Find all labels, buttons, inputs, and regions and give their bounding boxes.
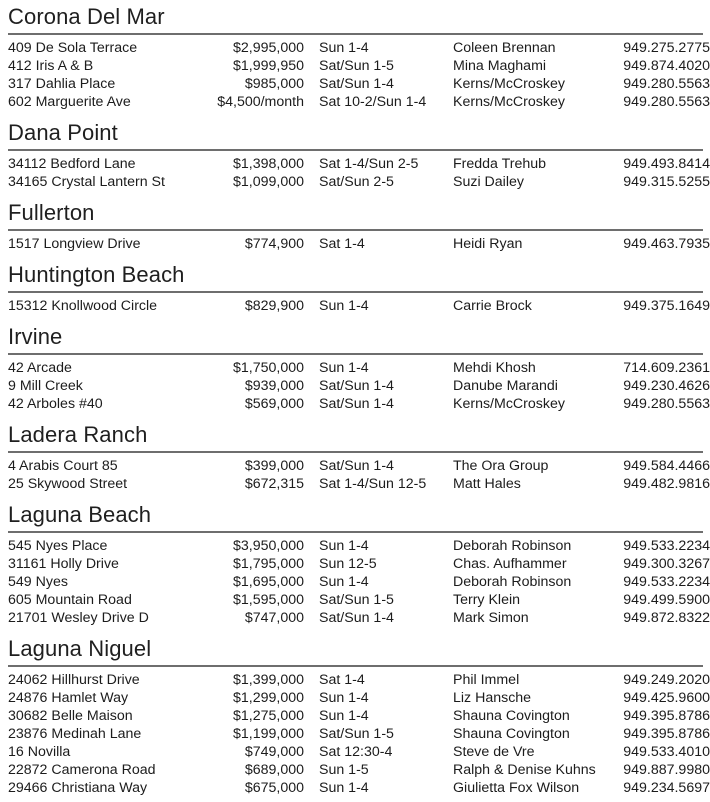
- listing-open-hours: Sun 1-4: [319, 360, 369, 376]
- listing-row: [8, 457, 710, 475]
- listing-row: [8, 359, 710, 377]
- listing-row: [8, 671, 710, 689]
- section-divider: [8, 665, 703, 667]
- section-divider: [8, 291, 703, 293]
- listing-price: $675,000: [244, 780, 304, 796]
- listing-row: [8, 761, 710, 779]
- listing-row: [8, 57, 710, 75]
- listing-agent: Chas. Aufhammer: [453, 556, 567, 572]
- listing-row: [8, 377, 710, 395]
- listing-address: 317 Dahlia Place: [8, 76, 116, 92]
- listing-phone: 949.533.2234: [623, 538, 710, 554]
- listing-address: 21701 Wesley Drive D: [8, 610, 149, 626]
- listing-open-hours: Sun 1-4: [319, 538, 369, 554]
- section-divider: [8, 33, 703, 35]
- city-section: [8, 258, 710, 320]
- listing-price: $1,750,000: [232, 360, 304, 376]
- listing-price: $1,399,000: [232, 672, 304, 688]
- listing-rows: [8, 359, 710, 413]
- listing-open-hours: Sun 1-4: [319, 574, 369, 590]
- city-heading: Irvine: [8, 324, 63, 349]
- listing-row: [8, 537, 710, 555]
- listing-phone: 949.375.1649: [623, 298, 710, 314]
- listing-agent: Deborah Robinson: [453, 538, 572, 554]
- listing-row: [8, 779, 710, 797]
- listing-phone: 949.280.5563: [623, 76, 710, 92]
- listing-row: [8, 573, 710, 591]
- listing-address: 549 Nyes: [8, 574, 68, 590]
- listing-price: $774,900: [244, 236, 304, 252]
- listing-open-hours: Sat 12:30-4: [319, 744, 393, 760]
- listing-open-hours: Sat/Sun 1-4: [319, 610, 394, 626]
- listing-address: 29466 Christiana Way: [8, 780, 148, 796]
- listing-agent: Mark Simon: [453, 610, 529, 626]
- city-section: [8, 632, 710, 802]
- listing-address: 34112 Bedford Lane: [8, 156, 136, 172]
- listing-price: $1,795,000: [232, 556, 304, 572]
- listing-price: $1,099,000: [232, 174, 304, 190]
- section-divider: [8, 451, 703, 453]
- listing-agent: Kerns/McCroskey: [453, 94, 565, 110]
- listing-address: 4 Arabis Court 85: [8, 458, 118, 474]
- listing-price: $985,000: [244, 76, 304, 92]
- listing-open-hours: Sat/Sun 1-4: [319, 378, 394, 394]
- listing-open-hours: Sat/Sun 1-4: [319, 76, 394, 92]
- listing-address: 9 Mill Creek: [8, 378, 83, 394]
- listing-price: $1,595,000: [232, 592, 304, 608]
- listing-address: 409 De Sola Terrace: [8, 40, 138, 56]
- listing-row: [8, 235, 710, 253]
- listing-row: [8, 475, 710, 493]
- listing-rows: [8, 457, 710, 493]
- listing-rows: [8, 671, 710, 797]
- listing-price: $3,950,000: [232, 538, 304, 554]
- listing-open-hours: Sun 1-4: [319, 298, 369, 314]
- listing-phone: 949.395.8786: [623, 726, 710, 742]
- listing-phone: 949.280.5563: [623, 94, 710, 110]
- listing-row: [8, 591, 710, 609]
- listing-row: [8, 93, 710, 111]
- listing-price: $689,000: [244, 762, 304, 778]
- listing-row: [8, 743, 710, 761]
- section-divider: [8, 531, 703, 533]
- listing-agent: Mehdi Khosh: [453, 360, 536, 376]
- listing-row: [8, 39, 710, 57]
- city-section: [8, 0, 710, 116]
- listing-phone: 949.395.8786: [623, 708, 710, 724]
- listing-agent: Terry Klein: [453, 592, 521, 608]
- listing-address: 602 Marguerite Ave: [8, 94, 131, 110]
- listing-row: [8, 707, 710, 725]
- listing-agent: Kerns/McCroskey: [453, 396, 565, 412]
- listing-agent: Suzi Dailey: [453, 174, 524, 190]
- section-divider: [8, 229, 703, 231]
- listing-phone: 949.493.8414: [623, 156, 710, 172]
- city-section: [8, 498, 710, 632]
- listing-price: $399,000: [244, 458, 304, 474]
- listing-agent: Ralph & Denise Kuhns: [453, 762, 596, 778]
- listing-phone: 949.249.2020: [623, 672, 710, 688]
- listing-agent: Heidi Ryan: [453, 236, 523, 252]
- listing-agent: Fredda Trehub: [453, 156, 547, 172]
- listing-address: 16 Novilla: [8, 744, 71, 760]
- listing-price: $672,315: [244, 476, 304, 492]
- listing-open-hours: Sat 1-4/Sun 12-5: [319, 476, 427, 492]
- listing-phone: 949.230.4626: [623, 378, 710, 394]
- listing-open-hours: Sat/Sun 1-5: [319, 592, 394, 608]
- city-heading: Dana Point: [8, 120, 118, 145]
- listing-phone: 949.584.4466: [623, 458, 710, 474]
- city-heading: Huntington Beach: [8, 262, 185, 287]
- listing-phone: 949.874.4020: [623, 58, 710, 74]
- listing-phone: 949.234.5697: [623, 780, 710, 796]
- listing-rows: [8, 297, 710, 315]
- listing-agent: Carrie Brock: [453, 298, 532, 314]
- city-heading: Laguna Beach: [8, 502, 152, 527]
- listing-open-hours: Sun 1-5: [319, 762, 369, 778]
- listing-row: [8, 297, 710, 315]
- listing-address: 22872 Camerona Road: [8, 762, 156, 778]
- listing-phone: 949.315.5255: [623, 174, 710, 190]
- city-section: [8, 116, 710, 196]
- listing-phone: 949.533.4010: [623, 744, 710, 760]
- listing-rows: [8, 39, 710, 111]
- listing-price: $1,695,000: [232, 574, 304, 590]
- listing-address: 545 Nyes Place: [8, 538, 108, 554]
- listing-open-hours: Sat/Sun 2-5: [319, 174, 394, 190]
- listing-open-hours: Sun 12-5: [319, 556, 377, 572]
- listing-address: 42 Arcade: [8, 360, 72, 376]
- listing-open-hours: Sat/Sun 1-5: [319, 58, 394, 74]
- listing-row: [8, 155, 710, 173]
- listing-rows: [8, 537, 710, 627]
- listing-row: [8, 173, 710, 191]
- listing-address: 15312 Knollwood Circle: [8, 298, 158, 314]
- listing-phone: 949.499.5900: [623, 592, 710, 608]
- listing-open-hours: Sun 1-4: [319, 780, 369, 796]
- listing-agent: The Ora Group: [453, 458, 549, 474]
- listing-address: 1517 Longview Drive: [8, 236, 141, 252]
- listing-address: 24062 Hillhurst Drive: [8, 672, 140, 688]
- listing-agent: Liz Hansche: [453, 690, 532, 706]
- listing-agent: Deborah Robinson: [453, 574, 572, 590]
- listing-phone: 949.280.5563: [623, 396, 710, 412]
- listing-phone: 949.533.2234: [623, 574, 710, 590]
- listing-address: 42 Arboles #40: [8, 396, 103, 412]
- listing-rows: [8, 155, 710, 191]
- listing-phone: 949.482.9816: [623, 476, 710, 492]
- listing-open-hours: Sun 1-4: [319, 40, 369, 56]
- listing-open-hours: Sun 1-4: [319, 690, 369, 706]
- listing-agent: Shauna Covington: [453, 708, 570, 724]
- listing-address: 605 Mountain Road: [8, 592, 132, 608]
- city-heading: Laguna Niguel: [8, 636, 152, 661]
- listing-row: [8, 689, 710, 707]
- listing-price: $1,999,950: [232, 58, 304, 74]
- city-heading: Corona Del Mar: [8, 4, 165, 29]
- listing-open-hours: Sat 1-4: [319, 236, 365, 252]
- listing-address: 412 Iris A & B: [8, 58, 94, 74]
- listing-phone: 949.872.8322: [623, 610, 710, 626]
- listing-price: $2,995,000: [232, 40, 304, 56]
- section-divider: [8, 353, 703, 355]
- listing-row: [8, 609, 710, 627]
- listing-address: 24876 Hamlet Way: [8, 690, 129, 706]
- listing-rows: [8, 235, 710, 253]
- listing-phone: 949.300.3267: [623, 556, 710, 572]
- listing-row: [8, 75, 710, 93]
- listing-agent: Matt Hales: [453, 476, 521, 492]
- listing-agent: Coleen Brennan: [453, 40, 556, 56]
- listing-agent: Mina Maghami: [453, 58, 547, 74]
- listing-open-hours: Sat 10-2/Sun 1-4: [319, 94, 427, 110]
- listing-price: $829,900: [244, 298, 304, 314]
- listing-open-hours: Sun 1-4: [319, 708, 369, 724]
- city-heading: Fullerton: [8, 200, 95, 225]
- listing-row: [8, 395, 710, 413]
- city-section: [8, 418, 710, 498]
- listing-price: $4,500/month: [217, 94, 304, 110]
- listing-address: 31161 Holly Drive: [8, 556, 119, 572]
- listing-phone: 949.887.9980: [623, 762, 710, 778]
- section-divider: [8, 149, 703, 151]
- listing-address: 30682 Belle Maison: [8, 708, 133, 724]
- listing-phone: 714.609.2361: [623, 360, 710, 376]
- listing-price: $1,398,000: [232, 156, 304, 172]
- listing-open-hours: Sat/Sun 1-5: [319, 726, 394, 742]
- listing-address: 23876 Medinah Lane: [8, 726, 142, 742]
- listing-agent: Steve de Vre: [453, 744, 535, 760]
- listing-open-hours: Sat/Sun 1-4: [319, 458, 394, 474]
- listing-open-hours: Sat 1-4/Sun 2-5: [319, 156, 419, 172]
- listing-agent: Danube Marandi: [453, 378, 558, 394]
- city-section: [8, 196, 710, 258]
- listing-open-hours: Sat/Sun 1-4: [319, 396, 394, 412]
- listing-agent: Shauna Covington: [453, 726, 570, 742]
- listing-address: 34165 Crystal Lantern St: [8, 174, 165, 190]
- city-section: [8, 320, 710, 418]
- listing-price: $569,000: [244, 396, 304, 412]
- listing-price: $1,299,000: [232, 690, 304, 706]
- listing-phone: 949.463.7935: [623, 236, 710, 252]
- listing-price: $1,199,000: [232, 726, 304, 742]
- listing-row: [8, 725, 710, 743]
- listing-agent: Kerns/McCroskey: [453, 76, 565, 92]
- listing-agent: Giulietta Fox Wilson: [453, 780, 580, 796]
- listing-phone: 949.275.2775: [623, 40, 710, 56]
- listing-price: $747,000: [244, 610, 304, 626]
- listing-row: [8, 555, 710, 573]
- listing-phone: 949.425.9600: [623, 690, 710, 706]
- listing-agent: Phil Immel: [453, 672, 520, 688]
- listing-price: $749,000: [244, 744, 304, 760]
- listing-price: $939,000: [244, 378, 304, 394]
- listing-price: $1,275,000: [232, 708, 304, 724]
- city-heading: Ladera Ranch: [8, 422, 148, 447]
- listing-open-hours: Sat 1-4: [319, 672, 365, 688]
- listing-address: 25 Skywood Street: [8, 476, 128, 492]
